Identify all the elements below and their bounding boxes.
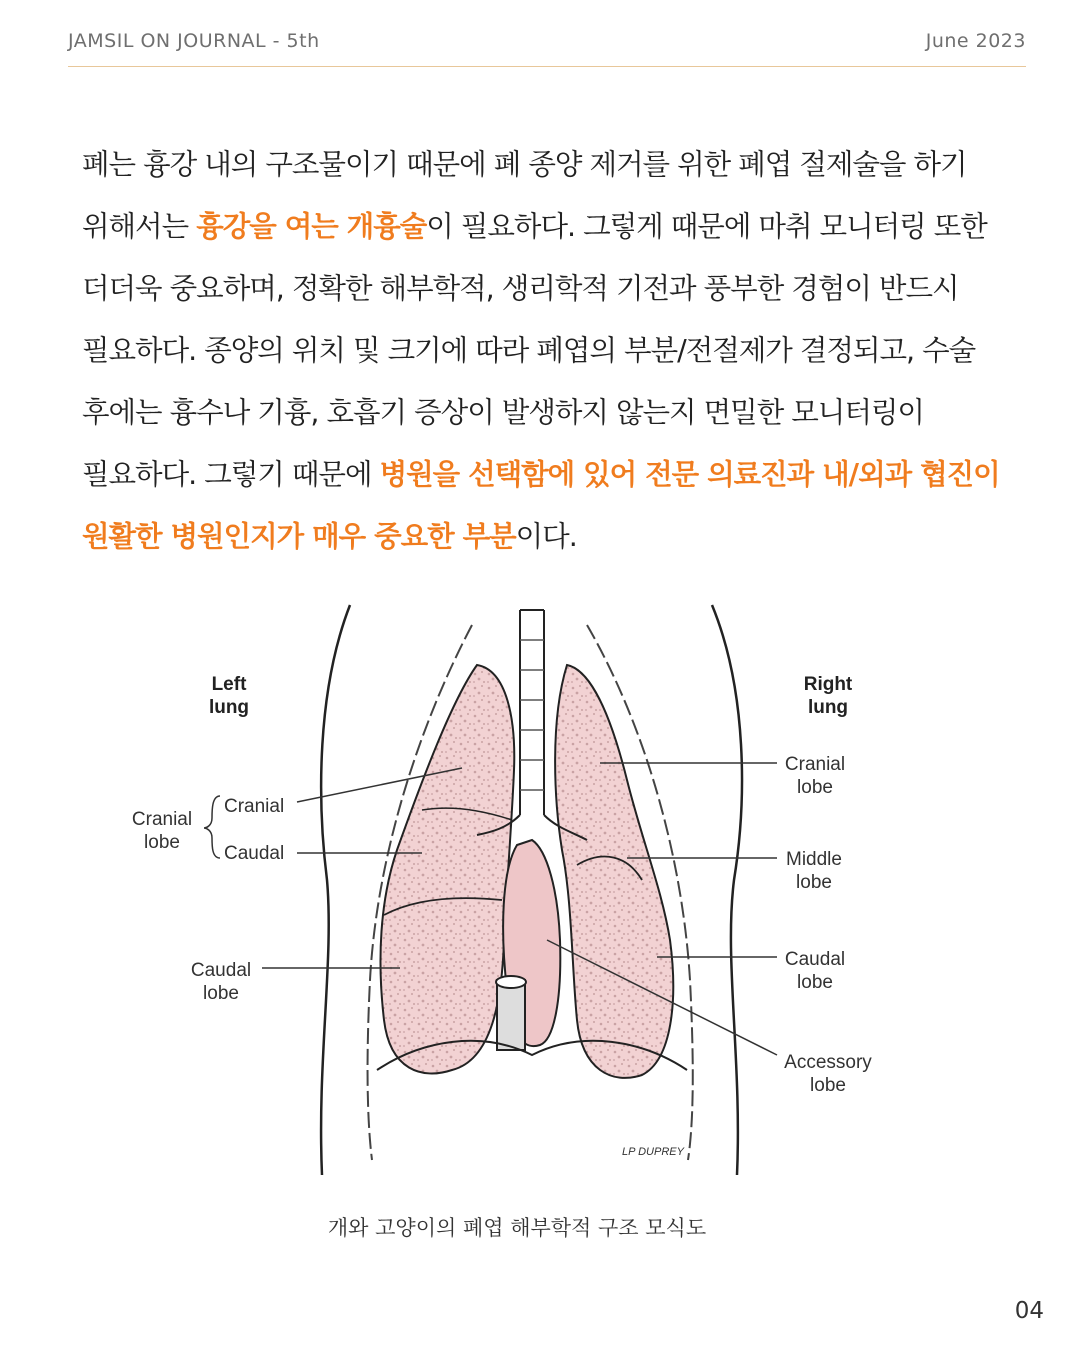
figure-caption: 개와 고양이의 폐엽 해부학적 구조 모식도 — [327, 1216, 707, 1240]
label-right-lung: Right lung — [803, 674, 853, 718]
lung-lobe-diagram — [122, 600, 892, 1190]
label-left-lung-line2: lung — [208, 697, 250, 718]
illustrator-signature: LP DUPREY — [622, 1146, 684, 1158]
issue-date: June 2023 — [925, 30, 1026, 52]
journal-title: JAMSIL ON JOURNAL - 5th — [68, 30, 320, 52]
highlight-hospital-choice: 병원을 선택함에 있어 전문 의료진과 내/외과 협진이 원활한 병원인지가 매우 중요한 부분 — [82, 458, 1000, 553]
page-header — [68, 30, 1026, 67]
label-cranial: Cranial — [224, 796, 285, 817]
label-right-caudal-lobe: Caudal lobe — [784, 949, 846, 993]
paragraph-segment: 이다. — [515, 520, 577, 553]
label-accessory-lobe: Accessory lobe — [784, 1052, 872, 1096]
highlight-thoracotomy: 흉강을 여는 개흉술 — [196, 210, 427, 243]
label-caudal: Caudal — [224, 843, 285, 864]
paragraph-segment: 폐는 흉강 내의 구조물이기 때문에 폐 종양 제거를 위한 폐엽 절제술을 하기 위해서는 — [82, 148, 967, 243]
body-paragraph — [82, 134, 1022, 568]
label-left-lung-line1: Left — [211, 674, 247, 695]
label-left-caudal-lobe: Caudal lobe — [190, 960, 252, 1004]
label-left-lung — [209, 674, 249, 718]
paragraph-segment: 이 필요하다. 그렇게 때문에 마취 모니터링 또한 더더욱 중요하며, 정확한 해부학적, 생리학적 기전과 풍부한 경험이 반드시 필요하다. 종양의 위치 및 크기에 따라 폐엽의 부분/전절제가 결정되고, 수술 후에는 흉수나 기흉, 호흡기 증상이 발생하지 않는지 면밀한 모니터링이 필요하다. 그렇기 때문에 — [82, 210, 987, 491]
label-middle-lobe: Middle lobe — [786, 849, 842, 893]
label-right-cranial-lobe: Cranial lobe — [784, 754, 846, 798]
page-number: 04 — [1014, 1298, 1044, 1324]
label-cranial-lobe-group: Cranial lobe — [131, 809, 193, 853]
